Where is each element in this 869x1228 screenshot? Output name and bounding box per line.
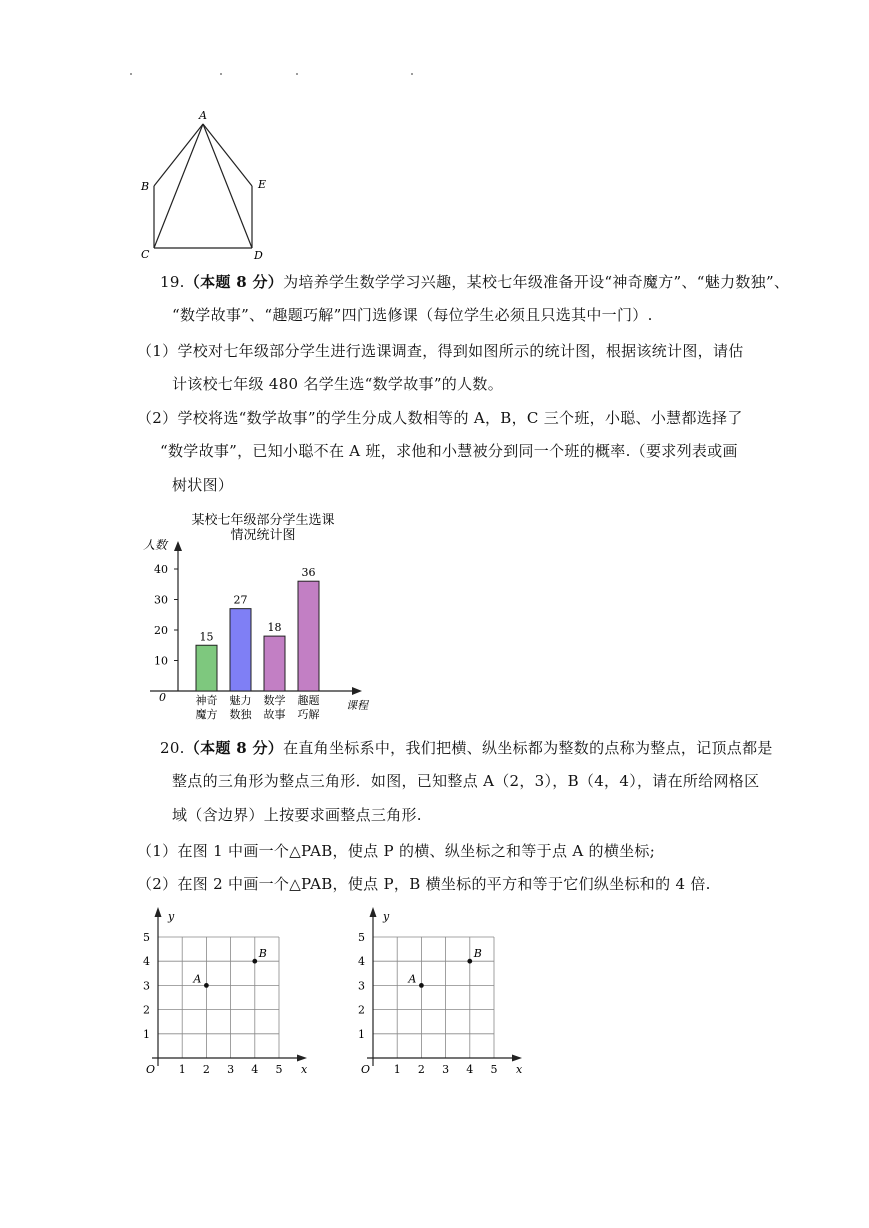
x-tick-label: 4	[251, 1063, 259, 1076]
q19-part1-line1: （1）学校对七年级部分学生进行选课调查，得到如图所示的统计图，根据该统计图，请估	[137, 342, 744, 360]
y-tick-label: 4	[358, 955, 365, 969]
chart-y-tick-label: 10	[154, 654, 168, 668]
chart-y-tick-label: 20	[154, 624, 168, 637]
chart-category-label-line2: 故事	[263, 708, 286, 721]
x-tick-label: 5	[275, 1063, 283, 1076]
q20-stem-line2: 整点的三角形为整点三角形．如图，已知整点 A（2，3），B（4，4），请在所给网格区	[172, 772, 760, 790]
chart-category-label-line1: 趣题	[297, 694, 320, 707]
x-tick-label: 1	[178, 1063, 186, 1076]
q20-part1: （1）在图 1 中画一个△PAB，使点 P 的横、纵坐标之和等于点 A 的横坐标;	[137, 842, 656, 860]
q19-part2-line1: （2）学校将选“数学故事”的学生分成人数相等的 A，B，C 三个班，小聪、小慧都选择了	[137, 409, 743, 427]
y-tick-label: 2	[143, 1003, 150, 1017]
y-tick-label: 1	[143, 1027, 150, 1041]
chart-bars	[196, 566, 319, 691]
y-tick-label: 5	[358, 931, 365, 944]
chart-category-label-line2: 数独	[229, 708, 252, 721]
coordinate-grid-1	[130, 905, 320, 1080]
x-axis-label: x	[301, 1063, 308, 1076]
y-tick-label: 4	[143, 955, 150, 969]
point-b	[252, 959, 257, 964]
chart-axes	[150, 541, 362, 695]
q19-stem-line1	[160, 272, 789, 292]
x-axis-label: x	[516, 1063, 523, 1076]
coordinate-grid-2	[345, 905, 535, 1080]
point-a-label: A	[199, 109, 207, 122]
x-tick-label: 2	[417, 1063, 425, 1076]
y-axis-label: y	[383, 910, 390, 923]
chart-value-label: 18	[267, 621, 282, 635]
q19-number: 19.	[160, 273, 185, 291]
y-tick-label: 3	[143, 979, 150, 993]
q19-stem-text: 为培养学生数学学习兴趣，某校七年级准备开设“神奇魔方”、“魅力数独”、	[283, 273, 790, 291]
chart-category-label-line1: 魅力	[229, 694, 252, 707]
top-dots	[0, 0, 869, 90]
chart-bar	[298, 581, 319, 691]
chart-bar	[196, 645, 217, 691]
chart-y-axis-arrow	[174, 541, 182, 551]
y-axis-arrow	[155, 907, 162, 917]
chart-category-labels	[196, 693, 320, 721]
x-tick-label: 3	[227, 1063, 235, 1076]
point-a	[419, 983, 424, 988]
origin-label: O	[146, 1063, 156, 1076]
q20-part2: （2）在图 2 中画一个△PAB，使点 P，B 横坐标的平方和等于它们纵坐标和的 4 倍.	[137, 875, 711, 893]
pentagon-figure	[130, 100, 280, 270]
chart-bar	[230, 609, 251, 691]
x-axis-arrow	[297, 1055, 307, 1062]
chart-category-label-line1: 神奇	[195, 694, 218, 707]
q19-part2-line2: “数学故事”，已知小聪不在 A 班，求他和小慧被分到同一个班的概率.（要求列表或画	[160, 442, 738, 460]
chart-category-label-line2: 巧解	[297, 708, 320, 721]
x-tick-label: 1	[393, 1063, 401, 1076]
chart-x-axis-label: 课程	[346, 699, 368, 712]
x-tick-label: 5	[490, 1063, 498, 1076]
chart-category-label-line2: 魔方	[195, 708, 218, 721]
chart-x-axis-arrow	[352, 687, 362, 695]
bar-chart	[130, 505, 390, 725]
point-e-label: E	[258, 178, 267, 191]
q19-score: （本题 8 分）	[184, 273, 284, 291]
chart-category-label-line1: 数学	[263, 694, 286, 707]
q19-part2-line3: 树状图）	[172, 476, 234, 494]
point-c-label: C	[141, 248, 150, 261]
q20-stem-text: 在直角坐标系中，我们把横、纵坐标都为整数的点称为整点，记顶点都是	[283, 739, 773, 757]
chart-title-line2: 情况统计图	[230, 528, 296, 543]
q19-part1-line2: 计该校七年级 480 名学生选“数学故事”的人数。	[172, 375, 504, 393]
point-a-label: A	[408, 972, 417, 986]
chart-title-line1: 某校七年级部分学生选课	[191, 513, 335, 528]
point-a-label: A	[193, 972, 202, 986]
q20-stem-line1	[160, 738, 773, 758]
y-axis-arrow	[370, 907, 377, 917]
y-tick-label: 5	[143, 931, 150, 944]
y-tick-label: 1	[358, 1027, 365, 1041]
x-axis-arrow	[512, 1055, 522, 1062]
q20-number: 20.	[160, 739, 185, 757]
point-a	[204, 983, 209, 988]
chart-value-label: 36	[301, 566, 316, 580]
chart-y-tick-label: 40	[154, 563, 168, 576]
chart-value-label: 27	[233, 593, 248, 607]
y-tick-label: 3	[358, 979, 365, 993]
point-b-label: B	[258, 947, 267, 961]
chart-y-tick-label: 30	[154, 593, 168, 607]
x-tick-label: 2	[202, 1063, 210, 1076]
q20-stem-line3: 域（含边界）上按要求画整点三角形.	[172, 806, 422, 824]
x-tick-label: 3	[442, 1063, 450, 1076]
chart-origin-label: 0	[159, 691, 166, 704]
point-b	[467, 959, 472, 964]
x-tick-label: 4	[466, 1063, 474, 1076]
chart-y-axis-label: 人数	[143, 538, 168, 552]
point-d-label: D	[254, 249, 263, 262]
chart-bar	[264, 636, 285, 691]
chart-y-ticks	[154, 563, 178, 668]
y-tick-label: 2	[358, 1003, 365, 1017]
y-axis-label: y	[168, 910, 175, 923]
origin-label: O	[361, 1063, 371, 1076]
q19-stem-line2: “数学故事”、“趣题巧解”四门选修课（每位学生必须且只选其中一门）.	[172, 306, 653, 324]
q20-score: （本题 8 分）	[184, 739, 284, 757]
point-b-label: B	[473, 947, 482, 961]
point-b-label: B	[141, 180, 150, 193]
chart-value-label: 15	[199, 630, 214, 644]
